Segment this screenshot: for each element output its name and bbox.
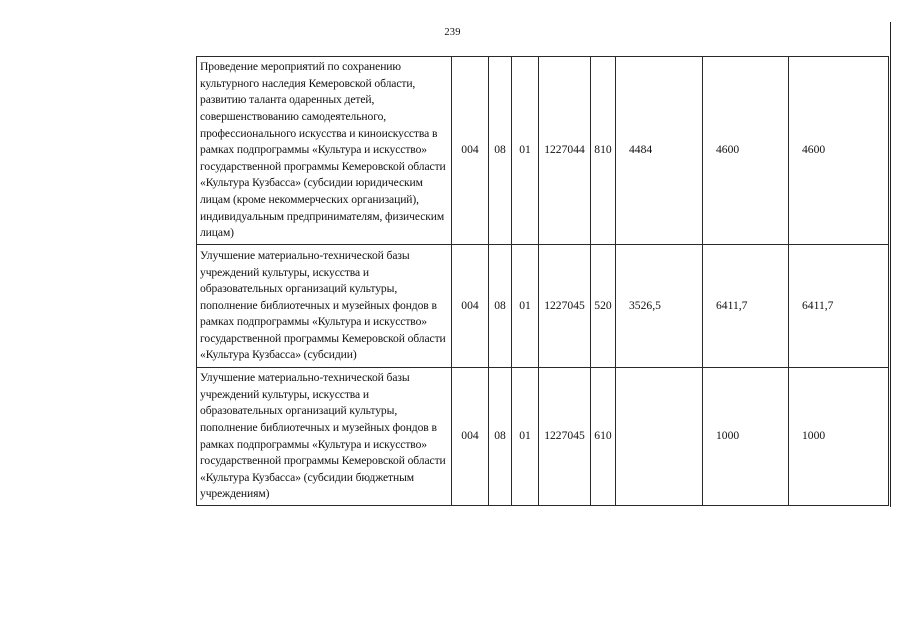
section-code-cell: 08 <box>489 368 512 506</box>
table-row <box>197 245 889 368</box>
section-code-cell: 08 <box>489 57 512 245</box>
page-edge-line <box>890 22 891 507</box>
target-code-cell: 1227044 <box>539 57 591 245</box>
table-row <box>197 57 889 245</box>
target-code-cell: 1227045 <box>539 368 591 506</box>
amount-3-cell: 6411,7 <box>789 245 889 368</box>
amount-1-cell: 3526,5 <box>616 245 703 368</box>
amount-1-cell: 4484 <box>616 57 703 245</box>
amount-2-cell: 1000 <box>703 368 789 506</box>
row-description: Улучшение материально-технической базы учреждений культуры, искусства и образовательных организаций культуры, пополнение библиотечных и музейных фондов в рамках подпрограммы «Культура и искусство» государственной программы Кемеровской области «Культура Кузбасса» (субсидии бюджетным учреждениям) <box>197 368 452 506</box>
table-row <box>197 368 889 506</box>
ministry-code-cell: 004 <box>452 57 489 245</box>
amount-3-cell: 4600 <box>789 57 889 245</box>
page-number: 239 <box>444 27 461 38</box>
ministry-code-cell: 004 <box>452 368 489 506</box>
amount-3-cell: 1000 <box>789 368 889 506</box>
amount-1-cell <box>616 368 703 506</box>
row-description: Улучшение материально-технической базы учреждений культуры, искусства и образовательных организаций культуры, пополнение библиотечных и музейных фондов в рамках подпрограммы «Культура и искусство» государственной программы Кемеровской области «Культура Кузбасса» (субсидии) <box>197 245 452 368</box>
ministry-code-cell: 004 <box>452 245 489 368</box>
expense-type-cell: 610 <box>591 368 616 506</box>
expense-type-cell: 520 <box>591 245 616 368</box>
subsection-code-cell: 01 <box>512 368 539 506</box>
expense-type-cell: 810 <box>591 57 616 245</box>
subsection-code-cell: 01 <box>512 57 539 245</box>
amount-2-cell: 6411,7 <box>703 245 789 368</box>
row-description: Проведение мероприятий по сохранению культурного наследия Кемеровской области, развитию таланта одаренных детей, совершенствованию самодеятельного, профессионального искусства и киноискусства в рамках подпрограммы «Культура и искусство» государственной программы Кемеровской области «Культура Кузбасса» (субсидии юридическим лицам (кроме некоммерческих организаций), индивидуальным предпринимателям, физическим лицам) <box>197 57 452 245</box>
budget-table <box>196 56 889 506</box>
section-code-cell: 08 <box>489 245 512 368</box>
amount-2-cell: 4600 <box>703 57 789 245</box>
target-code-cell: 1227045 <box>539 245 591 368</box>
subsection-code-cell: 01 <box>512 245 539 368</box>
